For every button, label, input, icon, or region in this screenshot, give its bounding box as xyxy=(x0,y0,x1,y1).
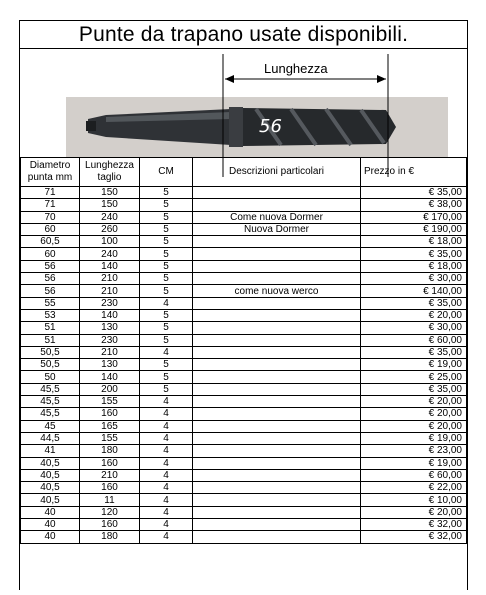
cell-length: 160 xyxy=(80,408,140,420)
cell-diameter: 56 xyxy=(21,260,80,272)
cell-description xyxy=(193,359,361,371)
cell-description xyxy=(193,531,361,543)
cell-cm: 5 xyxy=(140,322,193,334)
table-row xyxy=(21,273,467,285)
cell-cm: 5 xyxy=(140,199,193,211)
cell-price: € 32,00 xyxy=(361,519,467,531)
cell-length: 160 xyxy=(80,482,140,494)
header-cm: CM xyxy=(140,158,193,187)
cell-diameter: 71 xyxy=(21,187,80,199)
cell-description xyxy=(193,408,361,420)
header-price: Prezzo in € xyxy=(361,158,467,187)
header-description: Descrizioni particolari xyxy=(193,158,361,187)
cell-length: 140 xyxy=(80,371,140,383)
cell-price: € 35,00 xyxy=(361,187,467,199)
cell-diameter: 45 xyxy=(21,420,80,432)
table-row xyxy=(21,432,467,444)
cell-cm: 5 xyxy=(140,260,193,272)
cell-cm: 4 xyxy=(140,420,193,432)
cell-diameter: 60,5 xyxy=(21,236,80,248)
cell-price: € 20,00 xyxy=(361,506,467,518)
cell-price: € 35,00 xyxy=(361,248,467,260)
table-row xyxy=(21,359,467,371)
cell-length: 150 xyxy=(80,199,140,211)
cell-price: € 30,00 xyxy=(361,322,467,334)
cell-diameter: 40,5 xyxy=(21,469,80,481)
cell-diameter: 45,5 xyxy=(21,408,80,420)
cell-cm: 5 xyxy=(140,211,193,223)
cell-length: 11 xyxy=(80,494,140,506)
cell-description xyxy=(193,482,361,494)
cell-description xyxy=(193,506,361,518)
cell-description xyxy=(193,383,361,395)
drill-price-table xyxy=(20,157,467,544)
cell-length: 230 xyxy=(80,334,140,346)
cell-cm: 5 xyxy=(140,187,193,199)
cell-description xyxy=(193,445,361,457)
cell-diameter: 41 xyxy=(21,445,80,457)
cell-diameter: 50,5 xyxy=(21,346,80,358)
cell-description: Come nuova Dormer xyxy=(193,211,361,223)
shank-marking: 56 xyxy=(259,116,282,137)
cell-diameter: 40,5 xyxy=(21,494,80,506)
cell-price: € 35,00 xyxy=(361,383,467,395)
cell-length: 165 xyxy=(80,420,140,432)
cell-price: € 20,00 xyxy=(361,408,467,420)
cell-cm: 5 xyxy=(140,273,193,285)
cell-diameter: 60 xyxy=(21,223,80,235)
cell-cm: 4 xyxy=(140,445,193,457)
cell-diameter: 40 xyxy=(21,506,80,518)
cell-diameter: 50 xyxy=(21,371,80,383)
cell-description xyxy=(193,309,361,321)
cell-diameter: 70 xyxy=(21,211,80,223)
cell-price: € 20,00 xyxy=(361,309,467,321)
table-row xyxy=(21,506,467,518)
header-diameter: Diametro punta mm xyxy=(21,158,80,187)
table-row xyxy=(21,260,467,272)
cell-length: 200 xyxy=(80,383,140,395)
cell-diameter: 45,5 xyxy=(21,396,80,408)
table-row xyxy=(21,494,467,506)
cell-length: 140 xyxy=(80,309,140,321)
table-row xyxy=(21,383,467,395)
table-row xyxy=(21,334,467,346)
cell-cm: 5 xyxy=(140,309,193,321)
table-row xyxy=(21,285,467,297)
cell-description xyxy=(193,187,361,199)
cell-price: € 170,00 xyxy=(361,211,467,223)
cell-length: 150 xyxy=(80,187,140,199)
cell-cm: 4 xyxy=(140,482,193,494)
cell-price: € 60,00 xyxy=(361,334,467,346)
cell-length: 260 xyxy=(80,223,140,235)
table-row xyxy=(21,211,467,223)
cell-cm: 5 xyxy=(140,223,193,235)
length-dimension-label: Lunghezza xyxy=(264,61,328,76)
cell-cm: 4 xyxy=(140,519,193,531)
cell-cm: 4 xyxy=(140,297,193,309)
cell-length: 130 xyxy=(80,359,140,371)
cell-price: € 32,00 xyxy=(361,531,467,543)
cell-description xyxy=(193,273,361,285)
cell-diameter: 53 xyxy=(21,309,80,321)
cell-description xyxy=(193,297,361,309)
cell-length: 120 xyxy=(80,506,140,518)
cell-cm: 4 xyxy=(140,396,193,408)
cell-length: 240 xyxy=(80,248,140,260)
cell-length: 130 xyxy=(80,322,140,334)
cell-diameter: 71 xyxy=(21,199,80,211)
cell-length: 210 xyxy=(80,346,140,358)
table-header-row xyxy=(21,158,467,187)
cell-price: € 19,00 xyxy=(361,432,467,444)
table-row xyxy=(21,408,467,420)
cell-length: 180 xyxy=(80,531,140,543)
table-row xyxy=(21,309,467,321)
table-row xyxy=(21,396,467,408)
cell-length: 100 xyxy=(80,236,140,248)
cell-length: 155 xyxy=(80,432,140,444)
cell-price: € 20,00 xyxy=(361,420,467,432)
cell-diameter: 40,5 xyxy=(21,457,80,469)
price-sheet xyxy=(19,20,468,590)
cell-price: € 38,00 xyxy=(361,199,467,211)
cell-cm: 5 xyxy=(140,334,193,346)
cell-cm: 5 xyxy=(140,285,193,297)
cell-length: 160 xyxy=(80,519,140,531)
cell-price: € 25,00 xyxy=(361,371,467,383)
table-row xyxy=(21,199,467,211)
cell-diameter: 45,5 xyxy=(21,383,80,395)
cell-cm: 5 xyxy=(140,236,193,248)
cell-cm: 4 xyxy=(140,432,193,444)
cell-length: 140 xyxy=(80,260,140,272)
table-row xyxy=(21,445,467,457)
cell-diameter: 60 xyxy=(21,248,80,260)
cell-diameter: 55 xyxy=(21,297,80,309)
table-row xyxy=(21,322,467,334)
cell-cm: 4 xyxy=(140,506,193,518)
cell-diameter: 40 xyxy=(21,531,80,543)
table-row xyxy=(21,223,467,235)
cell-cm: 4 xyxy=(140,531,193,543)
cell-cm: 4 xyxy=(140,346,193,358)
cell-description xyxy=(193,469,361,481)
cell-cm: 4 xyxy=(140,408,193,420)
cell-cm: 5 xyxy=(140,371,193,383)
cell-description xyxy=(193,199,361,211)
table-row xyxy=(21,420,467,432)
cell-diameter: 50,5 xyxy=(21,359,80,371)
table-row xyxy=(21,187,467,199)
cell-price: € 22,00 xyxy=(361,482,467,494)
cell-diameter: 44,5 xyxy=(21,432,80,444)
page-title: Punte da trapano usate disponibili. xyxy=(20,20,467,49)
cell-description xyxy=(193,432,361,444)
cell-diameter: 51 xyxy=(21,334,80,346)
header-length: Lunghezza taglio xyxy=(80,158,140,187)
cell-cm: 5 xyxy=(140,248,193,260)
cell-description xyxy=(193,236,361,248)
cell-cm: 4 xyxy=(140,457,193,469)
cell-description xyxy=(193,519,361,531)
cell-length: 210 xyxy=(80,469,140,481)
cell-price: € 10,00 xyxy=(361,494,467,506)
cell-length: 160 xyxy=(80,457,140,469)
cell-description xyxy=(193,260,361,272)
cell-description xyxy=(193,396,361,408)
cell-price: € 18,00 xyxy=(361,236,467,248)
cell-price: € 23,00 xyxy=(361,445,467,457)
table-row xyxy=(21,482,467,494)
table-row xyxy=(21,531,467,543)
cell-price: € 30,00 xyxy=(361,273,467,285)
cell-cm: 4 xyxy=(140,494,193,506)
cell-length: 180 xyxy=(80,445,140,457)
cell-cm: 5 xyxy=(140,359,193,371)
cell-diameter: 56 xyxy=(21,285,80,297)
cell-diameter: 40,5 xyxy=(21,482,80,494)
cell-price: € 190,00 xyxy=(361,223,467,235)
table-row xyxy=(21,469,467,481)
table-row xyxy=(21,371,467,383)
cell-price: € 18,00 xyxy=(361,260,467,272)
cell-description xyxy=(193,420,361,432)
cell-description xyxy=(193,371,361,383)
cell-description xyxy=(193,248,361,260)
cell-cm: 5 xyxy=(140,383,193,395)
cell-description xyxy=(193,457,361,469)
cell-price: € 35,00 xyxy=(361,346,467,358)
cell-diameter: 51 xyxy=(21,322,80,334)
cell-length: 230 xyxy=(80,297,140,309)
cell-price: € 35,00 xyxy=(361,297,467,309)
table-row xyxy=(21,297,467,309)
cell-diameter: 56 xyxy=(21,273,80,285)
table-row xyxy=(21,519,467,531)
cell-price: € 19,00 xyxy=(361,457,467,469)
cell-length: 210 xyxy=(80,285,140,297)
cell-description xyxy=(193,322,361,334)
table-row xyxy=(21,248,467,260)
cell-description: come nuova werco xyxy=(193,285,361,297)
cell-length: 210 xyxy=(80,273,140,285)
cell-price: € 140,00 xyxy=(361,285,467,297)
cell-description xyxy=(193,494,361,506)
cell-price: € 20,00 xyxy=(361,396,467,408)
cell-length: 240 xyxy=(80,211,140,223)
cell-cm: 4 xyxy=(140,469,193,481)
cell-price: € 60,00 xyxy=(361,469,467,481)
cell-length: 155 xyxy=(80,396,140,408)
cell-description xyxy=(193,334,361,346)
table-row xyxy=(21,457,467,469)
cell-diameter: 40 xyxy=(21,519,80,531)
cell-description: Nuova Dormer xyxy=(193,223,361,235)
cell-description xyxy=(193,346,361,358)
table-row xyxy=(21,236,467,248)
cell-price: € 19,00 xyxy=(361,359,467,371)
table-row xyxy=(21,346,467,358)
